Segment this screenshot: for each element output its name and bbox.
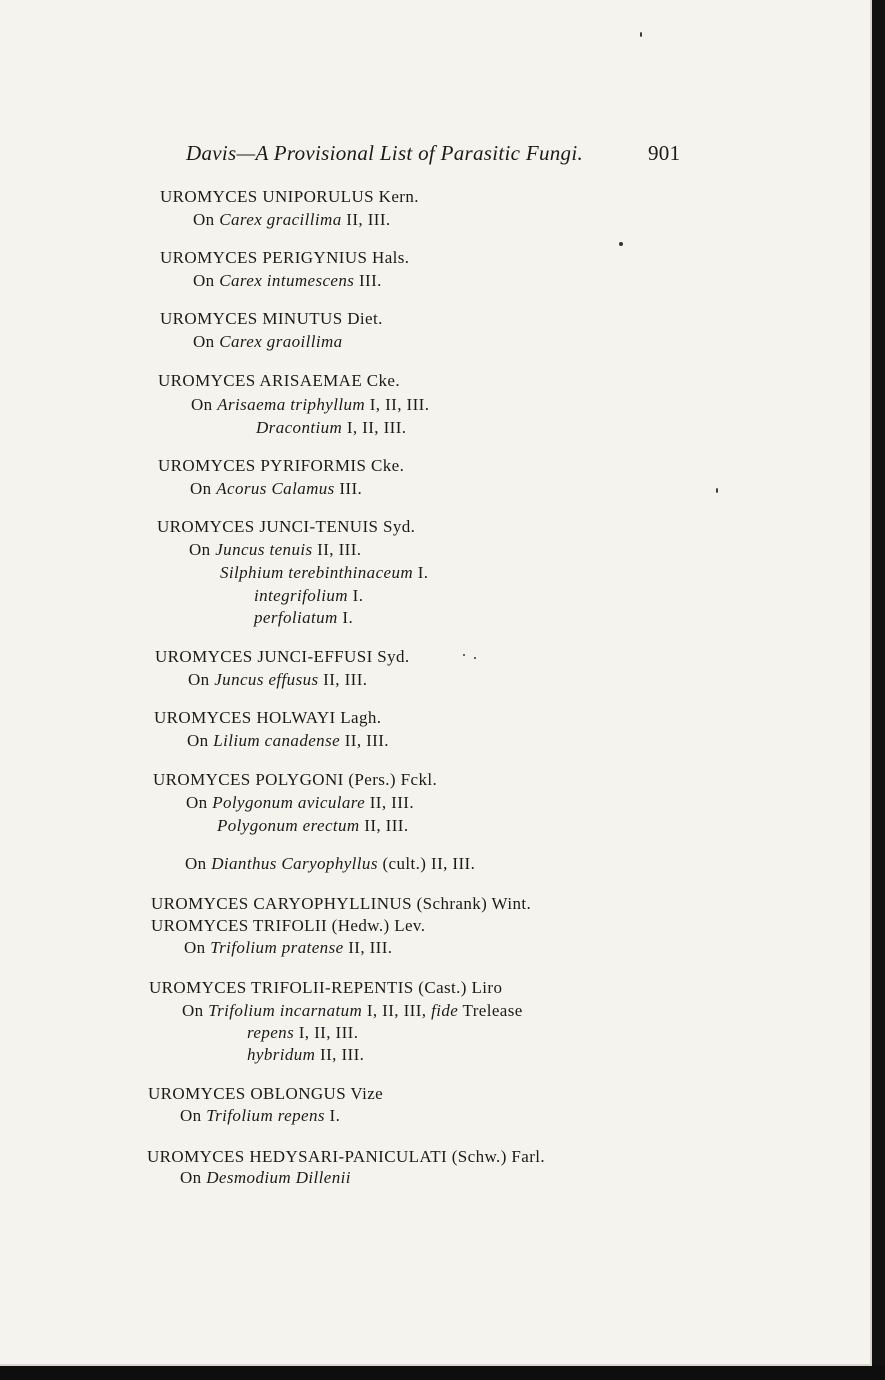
host-line <box>247 1044 364 1066</box>
taxon-name: perfoliatum <box>254 608 338 627</box>
text-run: UROMYCES PERIGYNIUS Hals. <box>160 248 410 267</box>
host-line <box>188 669 367 691</box>
taxon-name: Dianthus Caryophyllus <box>211 854 378 873</box>
taxon-name: hybridum <box>247 1045 316 1064</box>
text-run: On <box>187 731 214 750</box>
taxon-name: Polygonum erectum <box>217 816 360 835</box>
text-run: UROMYCES ARISAEMAE Cke. <box>158 371 401 390</box>
text-run: UROMYCES MINUTUS Diet. <box>160 309 383 328</box>
taxon-name: Carex intumescens <box>219 271 355 290</box>
text-run: UROMYCES PYRIFORMIS Cke. <box>158 456 405 475</box>
host-line <box>185 853 475 875</box>
text-run: On <box>182 1001 209 1020</box>
text-run: On <box>193 332 220 351</box>
text-run: On <box>189 540 216 559</box>
text-run: II, III. <box>340 731 389 750</box>
host-line <box>189 539 361 561</box>
taxon-name: integrifolium <box>254 586 348 605</box>
text-run: UROMYCES HOLWAYI Lagh. <box>154 708 382 727</box>
species-heading <box>160 308 383 330</box>
species-heading <box>148 1083 383 1105</box>
host-line <box>254 607 353 629</box>
text-run: II, III. <box>343 938 393 957</box>
taxon-name: repens <box>247 1023 295 1042</box>
text-run: UROMYCES POLYGONI (Pers.) Fckl. <box>153 770 438 789</box>
text-run: On <box>184 938 211 957</box>
taxon-name: Trifolium repens <box>206 1106 325 1125</box>
taxon-name: Polygonum aviculare <box>212 793 366 812</box>
text-run: On <box>186 793 213 812</box>
text-run: I, II, III, <box>362 1001 432 1020</box>
taxon-name: Desmodium Dillenii <box>206 1168 351 1187</box>
host-line <box>191 394 429 416</box>
text-run: UROMYCES JUNCI-EFFUSI Syd. <box>155 647 410 666</box>
host-line <box>180 1105 340 1127</box>
scan-speck <box>463 654 465 656</box>
text-run: III. <box>334 479 363 498</box>
taxon-name: Arisaema triphyllum <box>217 395 366 414</box>
text-run: I, II, III. <box>342 418 407 437</box>
taxon-name: Carex gracillima <box>219 210 342 229</box>
text-run: On <box>193 210 220 229</box>
taxon-name: Acorus Calamus <box>216 479 335 498</box>
text-run: On <box>180 1168 207 1187</box>
species-heading <box>157 516 415 538</box>
text-run: On <box>190 479 217 498</box>
text-run: II, III. <box>359 816 409 835</box>
host-line <box>193 209 391 231</box>
scan-speck <box>619 242 623 246</box>
text-run: UROMYCES HEDYSARI-PANICULATI (Schw.) Farl. <box>147 1147 546 1166</box>
running-title: Davis—A Provisional List of Parasitic Fungi. <box>186 141 584 165</box>
species-heading <box>153 769 437 791</box>
taxon-name: Trifolium incarnatum <box>208 1001 363 1020</box>
host-line <box>186 792 414 814</box>
species-heading <box>154 707 381 729</box>
host-line <box>217 815 409 837</box>
scan-speck <box>640 32 642 37</box>
host-line <box>247 1022 358 1044</box>
text-run: II, III. <box>365 793 414 812</box>
host-line <box>193 270 382 292</box>
text-run: I, II, III. <box>294 1023 359 1042</box>
text-run: II, III. <box>318 670 368 689</box>
taxon-name: Silphium terebinthinaceum <box>220 563 414 582</box>
species-heading <box>160 247 409 269</box>
species-heading <box>149 977 502 999</box>
text-run: UROMYCES OBLONGUS Vize <box>148 1084 384 1103</box>
scan-border-bottom <box>0 1366 885 1380</box>
text-run: I, II, III. <box>365 395 430 414</box>
taxon-name: Dracontium <box>256 418 343 437</box>
host-line <box>220 562 428 584</box>
host-line <box>182 1000 523 1022</box>
text-run: (cult.) II, III. <box>377 854 476 873</box>
scan-speck <box>716 488 718 493</box>
text-run: I. <box>413 563 429 582</box>
taxon-name: Lilium canadense <box>213 731 341 750</box>
taxon-name: Trifolium pratense <box>210 938 344 957</box>
text-run: II, III. <box>341 210 391 229</box>
host-line <box>193 331 343 353</box>
taxon-name: fide <box>431 1001 459 1020</box>
text-run: UROMYCES TRIFOLII (Hedw.) Lev. <box>151 916 426 935</box>
text-run: On <box>185 854 212 873</box>
species-heading <box>158 455 404 477</box>
taxon-name: Carex graoillima <box>219 332 343 351</box>
species-heading <box>155 646 410 668</box>
text-run: On <box>180 1106 207 1125</box>
host-line <box>190 478 362 500</box>
text-run: On <box>191 395 218 414</box>
host-line <box>254 585 363 607</box>
text-run: I. <box>347 586 364 605</box>
text-run: On <box>193 271 220 290</box>
scan-speck <box>474 657 476 659</box>
species-heading <box>160 186 419 208</box>
text-run: On <box>188 670 215 689</box>
text-run: Trelease <box>458 1001 523 1020</box>
text-run: UROMYCES JUNCI-TENUIS Syd. <box>157 517 416 536</box>
page-number: 901 <box>648 141 681 165</box>
host-line <box>184 937 392 959</box>
species-heading <box>151 893 531 915</box>
scan-border-right <box>872 0 885 1380</box>
text-run: UROMYCES TRIFOLII-REPENTIS (Cast.) Liro <box>149 978 503 997</box>
taxon-name: Juncus effusus <box>214 670 319 689</box>
host-line <box>180 1167 351 1189</box>
taxon-name: Juncus tenuis <box>215 540 313 559</box>
text-run: I. <box>337 608 354 627</box>
text-run: II, III. <box>312 540 362 559</box>
text-run: II, III. <box>315 1045 365 1064</box>
text-run: UROMYCES CARYOPHYLLINUS (Schrank) Wint. <box>151 894 532 913</box>
text-run: I. <box>324 1106 341 1125</box>
species-heading <box>151 915 425 937</box>
text-run: UROMYCES UNIPORULUS Kern. <box>160 187 419 206</box>
species-heading <box>158 370 400 392</box>
text-run: III. <box>354 271 382 290</box>
host-line <box>187 730 389 752</box>
species-heading <box>147 1146 545 1168</box>
host-line <box>256 417 406 439</box>
